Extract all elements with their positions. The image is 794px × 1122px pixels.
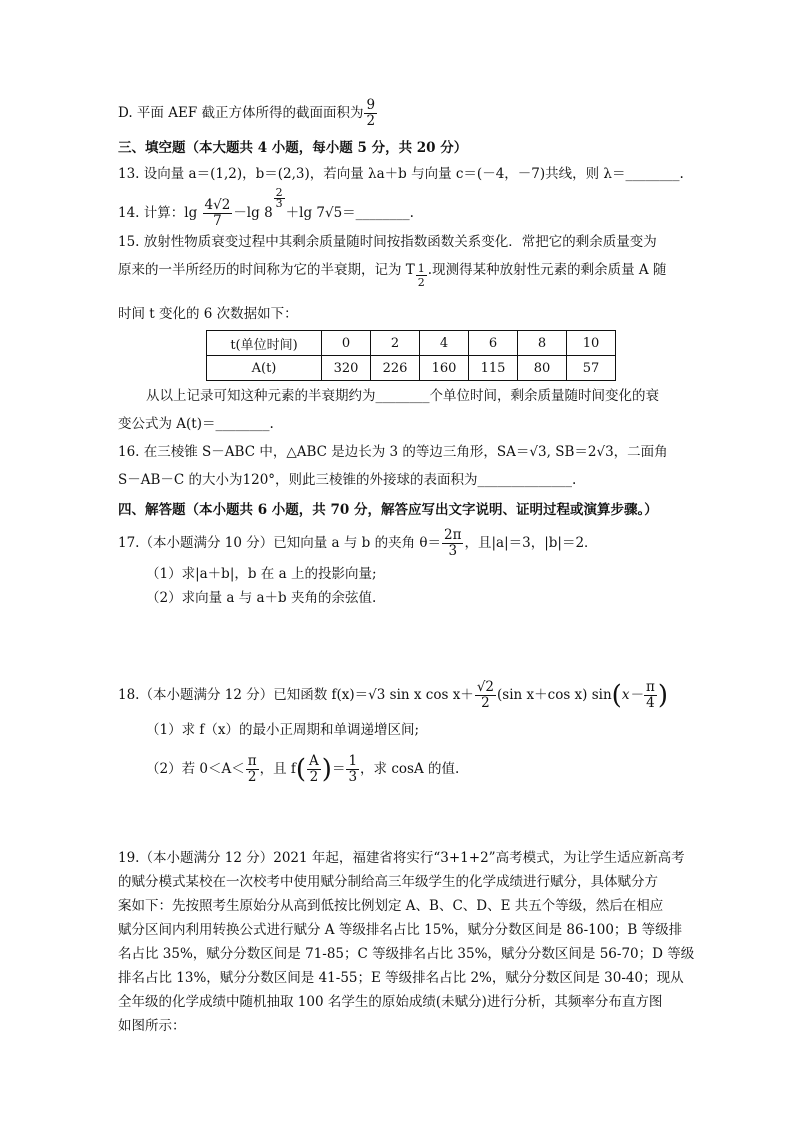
- q15-line2-end: .现测得某种放射性元素的剩余质量 A 随: [427, 262, 667, 278]
- frac-den: 2: [366, 113, 376, 129]
- frac-num: π: [645, 679, 655, 695]
- question-13: 13. 设向量 a＝(1,2)，b＝(2,3)，若向量 λa＋b 与向量 c＝(－4，－7)共线，则 λ＝________.: [118, 166, 684, 182]
- table-row-t: [207, 331, 616, 356]
- frac-num: 4√2: [204, 197, 231, 213]
- q14-suffix: ＋lg 7√5＝________.: [285, 205, 414, 221]
- q17-fraction: [442, 528, 463, 559]
- table-cell: 160: [420, 356, 469, 381]
- question-17: [118, 528, 598, 559]
- q18-part2-arg: [307, 754, 321, 785]
- frac-num: A: [309, 753, 319, 769]
- sub-num: 1: [417, 262, 425, 275]
- q15-line5: 变公式为 A(t)＝________.: [118, 416, 274, 432]
- q19-line: 19.（本小题满分 12 分）2021 年起，福建省将实行“3+1+2”高考模式，为让学生适应新高考: [118, 850, 685, 866]
- q18-mid: (sin x＋cos x) sin: [497, 687, 612, 703]
- frac-num: 1: [348, 753, 358, 769]
- q14-mid: －lg 8: [233, 205, 273, 221]
- option-d-fraction: [364, 98, 377, 129]
- frac-den: 4: [646, 695, 655, 711]
- q18-prefix: 18.（本小题满分 12 分）已知函数 f(x)＝√3 sin x cos x＋: [118, 687, 474, 703]
- table-cell: 4: [420, 331, 469, 356]
- exp-den: 3: [275, 197, 283, 210]
- q17-suffix: ，且|a|＝3，|b|＝2．: [464, 535, 598, 551]
- frac-num: 9: [366, 97, 376, 113]
- q15-line1: 15. 放射性物质衰变过程中其剩余质量随时间按指数函数关系变化．常把它的剩余质量变为: [118, 234, 657, 250]
- q18-part2-eq: ＝: [331, 761, 346, 777]
- q18-inner: x－: [621, 687, 643, 703]
- table-cell: 2: [371, 331, 420, 356]
- frac-den: 3: [448, 543, 458, 559]
- decay-table: [206, 330, 616, 381]
- q19-line: 案如下：先按照考生原始分从高到低按比例划定 A、B、C、D、E 共五个等级，然后在相应: [118, 898, 664, 914]
- q14-fraction: [203, 198, 233, 229]
- option-d-text: D. 平面 AEF 截正方体所得的截面面积为: [118, 105, 364, 121]
- q18-part2-suffix: ，求 cosA 的值.: [360, 761, 460, 777]
- frac-den: 2: [247, 769, 257, 785]
- table-cell: 115: [469, 356, 518, 381]
- q15-line4: 从以上记录可知这种元素的半衰期约为________个单位时间，剩余质量随时间变化的衰: [146, 388, 659, 404]
- q15-line3: 时间 t 变化的 6 次数据如下：: [118, 306, 298, 322]
- q17-prefix: 17.（本小题满分 10 分）已知向量 a 与 b 的夹角 θ＝: [118, 535, 442, 551]
- q15-line2: [118, 260, 666, 287]
- q18-part2: （2）若 0＜A＜ $\frac{\pi}{2}$ ，且 f( $\frac{A}{2}$ )＝ $\frac{1}{3}$ ，求 cosA 的值.: [146, 753, 460, 785]
- q16-line2: S－AB－C 的大小为120°，则此三棱锥的外接球的表面积为______________.: [118, 472, 577, 488]
- table-cell: 6: [469, 331, 518, 356]
- q14-prefix: 14. 计算：lg: [118, 205, 198, 221]
- table-cell: 226: [371, 356, 420, 381]
- question-18: 18.（本小题满分 12 分）已知函数 f(x)＝√3 sin x cos x＋ $\frac{√2}{2}$ (sin x＋cos x) sin(x－ $\frac{\pi}{4}$ ): [118, 679, 668, 711]
- frac-den: 7: [213, 213, 222, 229]
- table-cell: 57: [567, 356, 616, 381]
- q16-line1: 16. 在三棱锥 S－ABC 中，△ABC 是边长为 3 的等边三角形，SA＝√3, SB＝2√3，二面角: [118, 444, 668, 460]
- section-3-title: 三、填空题（本大题共 4 小题，每小题 5 分，共 20 分）: [118, 140, 468, 156]
- table-row-a: [207, 356, 616, 381]
- section-4-title: 四、解答题（本小题共 6 小题，共 70 分，解答应写出文字说明、证明过程或演算步骤。）: [118, 502, 658, 518]
- table-cell: 320: [322, 356, 371, 381]
- q18-part2-prefix: （2）若 0＜A＜: [146, 761, 245, 777]
- q19-line: 全年级的化学成绩中随机抽取 100 名学生的原始成绩(未赋分)进行分析，其频率分布直方图: [118, 994, 663, 1010]
- frac-num: √2: [476, 679, 495, 695]
- frac-den: 2: [481, 695, 490, 711]
- table-cell: 80: [518, 356, 567, 381]
- exp-num: 2: [275, 186, 283, 199]
- q19-line: 如图所示：: [118, 1018, 186, 1034]
- frac-den: 2: [309, 769, 319, 785]
- q19-line: 赋分区间内利用转换公式进行赋分 A 等级排名占比 15%，赋分分数区间是 86-100；B 等级排: [118, 922, 683, 938]
- q18-part1: （1）求 f（x）的最小正周期和单调递增区间;: [146, 722, 420, 738]
- question-14: [118, 186, 414, 229]
- q17-part2: （2）求向量 a 与 a＋b 夹角的余弦值.: [146, 590, 377, 606]
- q15-line2-text: 原来的一半所经历的时间称为它的半衰期，记为 T: [118, 262, 415, 278]
- option-d: [118, 98, 378, 129]
- table-cell: 8: [518, 331, 567, 356]
- sub-den: 2: [417, 276, 425, 289]
- q18-part2-fraction: [246, 754, 259, 785]
- q19-line: 的赋分模式某校在一次校考中使用赋分制给高三年级学生的化学成绩进行赋分，具体赋分方: [118, 874, 658, 890]
- frac-den: 3: [348, 769, 358, 785]
- q18-inner-fraction: [644, 680, 657, 711]
- q19-line: 排名占比 13%，赋分分数区间是 41-55；E 等级排名占比 2%，赋分分数区间是 30-40；现从: [118, 970, 684, 986]
- frac-num: 2π: [444, 527, 462, 543]
- q18-part2-value: [346, 754, 359, 785]
- q18-part2-mid: ，且 f: [259, 761, 296, 777]
- table-header-t: t(单位时间): [207, 331, 322, 356]
- table-header-a: A(t): [207, 356, 322, 381]
- q14-exponent: [274, 188, 285, 209]
- table-cell: 0: [322, 331, 371, 356]
- q18-fraction: [475, 680, 496, 711]
- q17-part1: （1）求|a＋b|，b 在 a 上的投影向量;: [146, 566, 377, 582]
- frac-num: π: [247, 753, 257, 769]
- q19-line: 名占比 35%，赋分分数区间是 71-85；C 等级排名占比 35%，赋分分数区间是 56-70；D 等级: [118, 946, 695, 962]
- q15-t-subscript: [416, 262, 427, 289]
- table-cell: 10: [567, 331, 616, 356]
